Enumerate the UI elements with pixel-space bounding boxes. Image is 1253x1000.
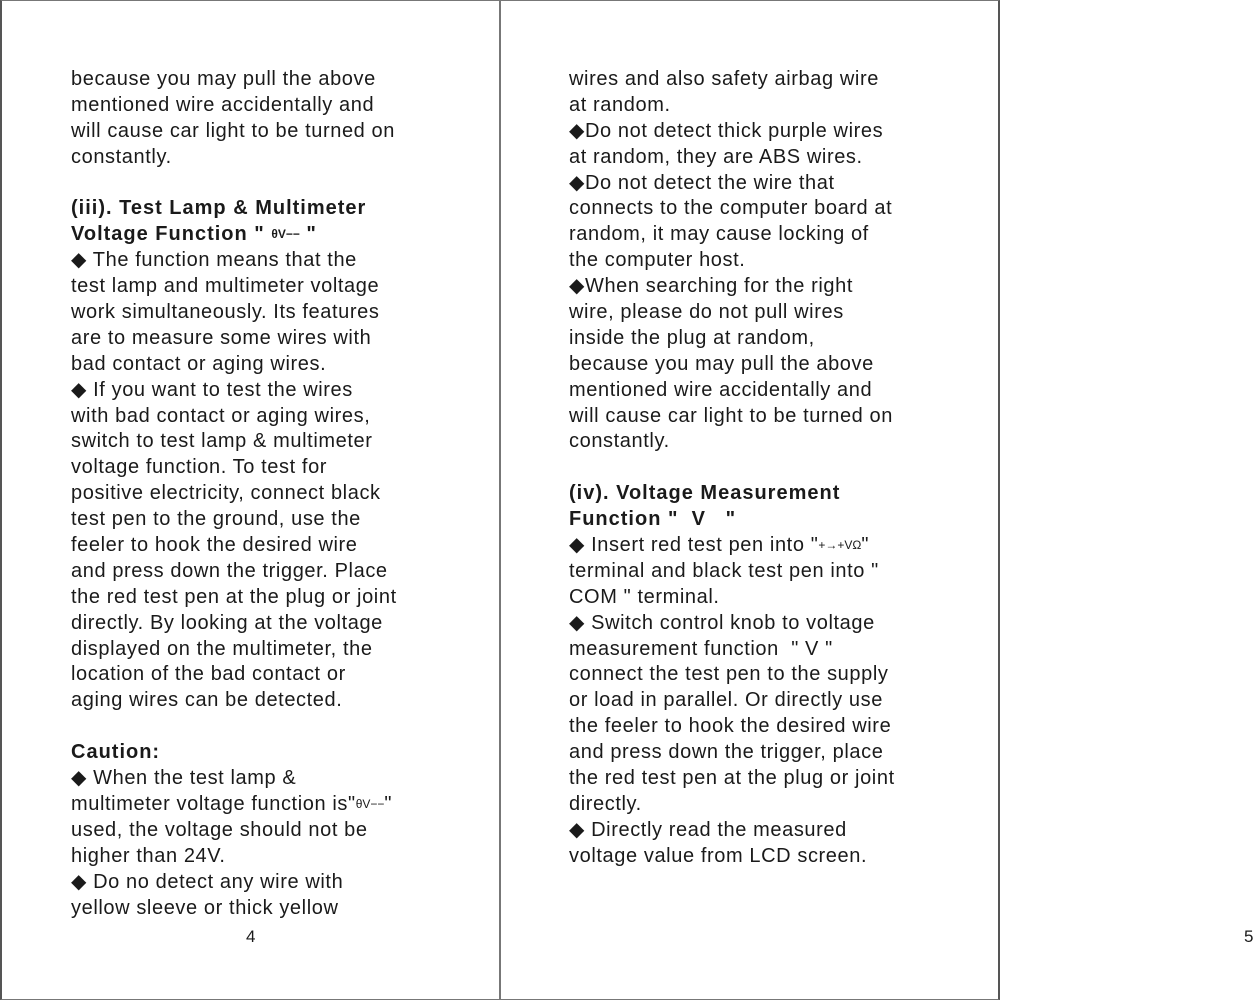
body-text-line (71, 662, 451, 688)
line-text: higher than 24V. (71, 844, 226, 867)
line-text: COM " terminal. (569, 585, 720, 608)
line-text: Voltage Function " (71, 223, 272, 246)
line-text-after: " (299, 223, 317, 246)
body-text-line (71, 404, 451, 430)
body-text-line (71, 352, 451, 378)
section-heading-line (569, 507, 949, 533)
body-text-line (71, 611, 451, 637)
body-text-line (569, 326, 949, 352)
body-text-line (71, 326, 451, 352)
body-text-line (569, 792, 949, 818)
body-text-line (71, 507, 451, 533)
body-text-line (569, 171, 949, 197)
body-text-line (569, 611, 949, 637)
line-text: the computer host. (569, 249, 746, 272)
line-text: and press down the trigger. Place (71, 559, 388, 582)
line-text: bad contact or aging wires. (71, 352, 327, 375)
line-text-after: " (384, 792, 393, 815)
line-text: ◆ The function means that the (71, 249, 357, 272)
body-text-line (569, 274, 949, 300)
body-text-line (569, 740, 949, 766)
line-text: measurement function " V " (569, 637, 833, 660)
line-text: mentioned wire accidentally and (71, 93, 375, 116)
body-text-line (569, 248, 949, 274)
line-text: feeler to hook the desired wire (71, 534, 358, 557)
body-text-line (71, 481, 451, 507)
meter-symbol-icon: θV−− (355, 796, 385, 811)
body-text-line (569, 429, 949, 455)
line-text: terminal and black test pen into " (569, 559, 879, 582)
body-text-line (569, 818, 949, 844)
line-text: aging wires can be detected. (71, 689, 343, 712)
page-number-left: 4 (246, 927, 256, 946)
body-text-line (569, 688, 949, 714)
body-text-line (569, 378, 949, 404)
left-page (0, 0, 500, 1000)
line-text: ◆ If you want to test the wires (71, 378, 353, 401)
line-text: voltage function. To test for (71, 456, 328, 479)
line-text: random, it may cause locking of (569, 223, 869, 246)
line-text: with bad contact or aging wires, (71, 404, 371, 427)
line-text: will cause car light to be turned on (71, 119, 395, 142)
line-text: because you may pull the above (569, 352, 874, 375)
line-text: constantly. (71, 145, 172, 168)
meter-symbol-icon: θV−− (271, 227, 300, 242)
body-text-line (71, 585, 451, 611)
body-text-line (71, 844, 451, 870)
body-text-line (569, 300, 949, 326)
body-text-line (569, 637, 949, 663)
line-text: voltage value from LCD screen. (569, 844, 868, 867)
line-text: ◆ Directly read the measured (569, 818, 847, 841)
body-text-line (569, 585, 949, 611)
blank-line (71, 714, 451, 740)
line-text: will cause car light to be turned on (569, 404, 893, 427)
body-text-line (71, 145, 451, 171)
line-text: ◆ Switch control knob to voltage (569, 611, 875, 634)
line-text: ◆When searching for the right (569, 275, 854, 298)
line-text: yellow sleeve or thick yellow (71, 896, 339, 919)
body-text-line (569, 714, 949, 740)
line-text: directly. By looking at the voltage (71, 611, 383, 634)
body-text-line (71, 119, 451, 145)
body-text-line (71, 818, 451, 844)
line-text: test pen to the ground, use the (71, 508, 361, 531)
body-text-line (569, 352, 949, 378)
line-text-after: " (861, 534, 870, 557)
blank-line (71, 171, 451, 197)
section-heading-line (71, 740, 451, 766)
line-text: at random, they are ABS wires. (569, 145, 863, 168)
body-text-line (71, 688, 451, 714)
body-text-line (71, 274, 451, 300)
line-text: the feeler to hook the desired wire (569, 715, 892, 738)
line-text: ◆ When the test lamp & (71, 767, 297, 790)
body-text-line (71, 766, 451, 792)
body-text-line (569, 533, 949, 559)
meter-symbol-icon: +→+VΩ (818, 538, 862, 553)
page-fold-divider (499, 0, 501, 1000)
body-text-line (569, 559, 949, 585)
line-text: mentioned wire accidentally and (569, 378, 873, 401)
body-text-line (71, 896, 451, 922)
body-text-line (71, 378, 451, 404)
body-text-line (71, 300, 451, 326)
body-text-line (569, 404, 949, 430)
body-text-line (71, 637, 451, 663)
line-text: or load in parallel. Or directly use (569, 689, 883, 712)
body-text-line (569, 196, 949, 222)
body-text-line (569, 662, 949, 688)
line-text: work simultaneously. Its features (71, 301, 380, 324)
line-text: used, the voltage should not be (71, 818, 368, 841)
line-text: wires and also safety airbag wire (569, 68, 879, 90)
body-text-line (569, 93, 949, 119)
line-text: multimeter voltage function is" (71, 792, 356, 815)
line-text: wire, please do not pull wires (569, 301, 844, 324)
body-text-line (569, 119, 949, 145)
section-heading-line (71, 222, 451, 248)
body-text-line (71, 870, 451, 896)
line-text: ◆ Do no detect any wire with (71, 870, 344, 893)
body-text-line (71, 792, 451, 818)
body-text-line (71, 559, 451, 585)
line-text: the red test pen at the plug or joint (71, 585, 397, 608)
line-text: at random. (569, 93, 671, 116)
line-text: are to measure some wires with (71, 326, 372, 349)
line-text: test lamp and multimeter voltage (71, 275, 380, 298)
line-text: the red test pen at the plug or joint (569, 767, 895, 790)
body-text-line (569, 67, 949, 93)
line-text: connects to the computer board at (569, 197, 893, 220)
line-text: (iv). Voltage Measurement (569, 482, 841, 505)
body-text-line (71, 93, 451, 119)
body-text-line (71, 429, 451, 455)
line-text: switch to test lamp & multimeter (71, 430, 373, 453)
line-text: ◆Do not detect thick purple wires (569, 119, 884, 142)
body-text-line (569, 766, 949, 792)
line-text: Caution: (71, 741, 161, 764)
section-heading-line (71, 196, 451, 222)
left-page-text-column (71, 67, 451, 921)
line-text: ◆ Insert red test pen into " (569, 534, 819, 557)
page-number-right: 5 (1244, 927, 1253, 946)
body-text-line (71, 67, 451, 93)
line-text: constantly. (569, 430, 670, 453)
line-text: positive electricity, connect black (71, 482, 381, 505)
section-heading-line (569, 481, 949, 507)
line-text: displayed on the multimeter, the (71, 637, 373, 660)
line-text: inside the plug at random, (569, 326, 815, 349)
right-page (500, 0, 1253, 1000)
line-text: location of the bad contact or (71, 663, 346, 686)
line-text: and press down the trigger, place (569, 741, 884, 764)
body-text-line (569, 145, 949, 171)
right-page-text-column (569, 67, 949, 870)
line-text: directly. (569, 792, 642, 815)
body-text-line (71, 248, 451, 274)
line-text: ◆Do not detect the wire that (569, 171, 835, 194)
body-text-line (71, 455, 451, 481)
blank-line (569, 455, 949, 481)
line-text: connect the test pen to the supply (569, 663, 889, 686)
body-text-line (569, 222, 949, 248)
body-text-line (569, 844, 949, 870)
line-text: (iii). Test Lamp & Multimeter (71, 197, 367, 220)
line-text: because you may pull the above (71, 68, 376, 90)
body-text-line (71, 533, 451, 559)
line-text: Function " V " (569, 508, 737, 531)
